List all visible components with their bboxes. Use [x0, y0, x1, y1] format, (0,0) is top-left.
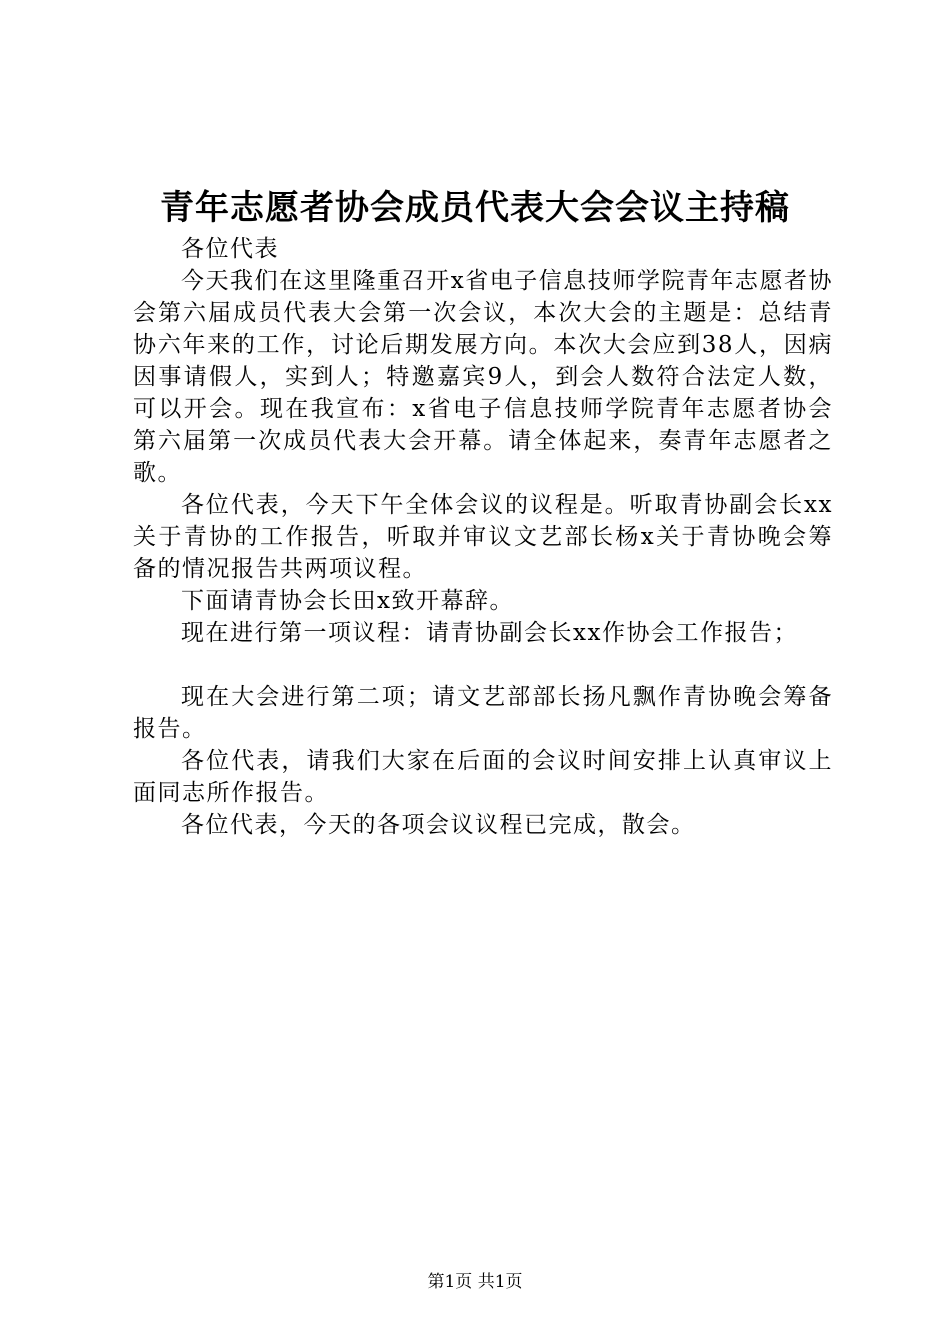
page-number-footer: 第1页 共1页 [427, 1272, 523, 1292]
document-body [133, 233, 833, 841]
paragraph-first-item: 现在进行第一项议程：请青协副会长xx作协会工作报告； [181, 620, 798, 646]
document-title: 青年志愿者协会成员代表大会会议主持稿 [160, 188, 790, 228]
paragraph-second-item: 现在大会进行第二项；请文艺部部长扬凡飘作青协晚会筹备报告。 [133, 684, 833, 742]
paragraph-opening: 今天我们在这里隆重召开x省电子信息技师学院青年志愿者协会第六届成员代表大会第一次会议，本次大会的主题是：总结青协六年来的工作，讨论后期发展方向。本次大会应到38人，因病因事请假人，实到人；特邀嘉宾9人，到会人数符合法定人数，可以开会。现在我宣布：x省电子信息技师学院青年志愿者协会第六届第一次成员代表大会开幕。请全体起来，奏青年志愿者之歌。 [133, 268, 833, 486]
paragraph-agenda: 各位代表，今天下午全体会议的议程是。听取青协副会长xx关于青协的工作报告，听取并审议文艺部长杨x关于青协晚会筹备的情况报告共两项议程。 [133, 492, 833, 582]
paragraph-opening-speech: 下面请青协会长田x致开幕辞。 [181, 588, 514, 614]
paragraph-review: 各位代表，请我们大家在后面的会议时间安排上认真审议上面同志所作报告。 [133, 748, 833, 806]
paragraph-salutation: 各位代表 [181, 236, 279, 262]
paragraph-closing: 各位代表，今天的各项会议议程已完成，散会。 [181, 812, 696, 838]
